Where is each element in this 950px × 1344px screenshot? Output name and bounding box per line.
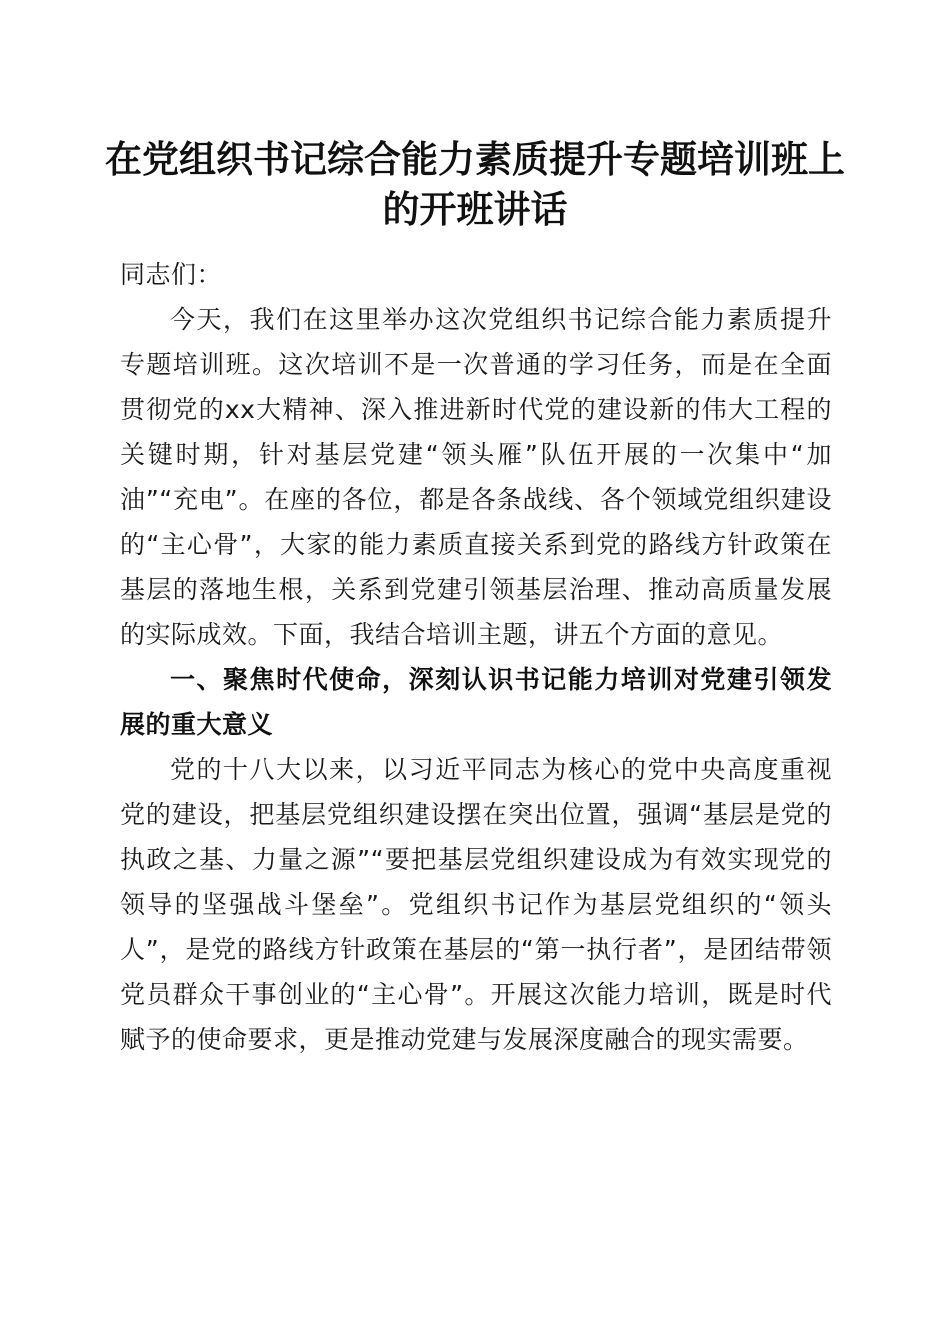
opening-paragraph: 今天，我们在这里举办这次党组织书记综合能力素质提升专题培训班。这次培训不是一次普通的学习任务，而是在全面贯彻党的xx大精神、深入推进新时代党的建设新的伟大工程的关键时期，针对基层党建“领头雁”队伍开展的一次集中“加油”“充电”。在座的各位，都是各条战线、各个领域党组织建设的“主心骨”，大家的能力素质直接关系到党的路线方针政策在基层的落地生根，关系到党建引领基层治理、推动高质量发展的实际成效。下面，我结合培训主题，讲五个方面的意见。: [120, 305, 832, 649]
document-body: [120, 252, 832, 1062]
title-line-1: 在党组织书记综合能力素质提升专题培训班上: [105, 137, 845, 181]
section-1-paragraph: 党的十八大以来，以习近平同志为核心的党中央高度重视党的建设，把基层党组织建设摆在突出位置，强调“基层是党的执政之基、力量之源”“要把基层党组织建设成为有效实现党的领导的坚强战斗堡垒”。党组织书记作为基层党组织的“领头人”，是党的路线方针政策在基层的“第一执行者”，是团结带领党员群众干事创业的“主心骨”。开展这次能力培训，既是时代赋予的使命要求，更是推动党建与发展深度融合的现实需要。: [120, 755, 832, 1054]
section-1-heading: 一、聚焦时代使命，深刻认识书记能力培训对党建引领发展的重大意义: [120, 665, 832, 739]
document-title: [100, 134, 850, 234]
salutation: 同志们：: [120, 260, 223, 289]
title-line-2: 的开班讲话: [382, 187, 568, 231]
